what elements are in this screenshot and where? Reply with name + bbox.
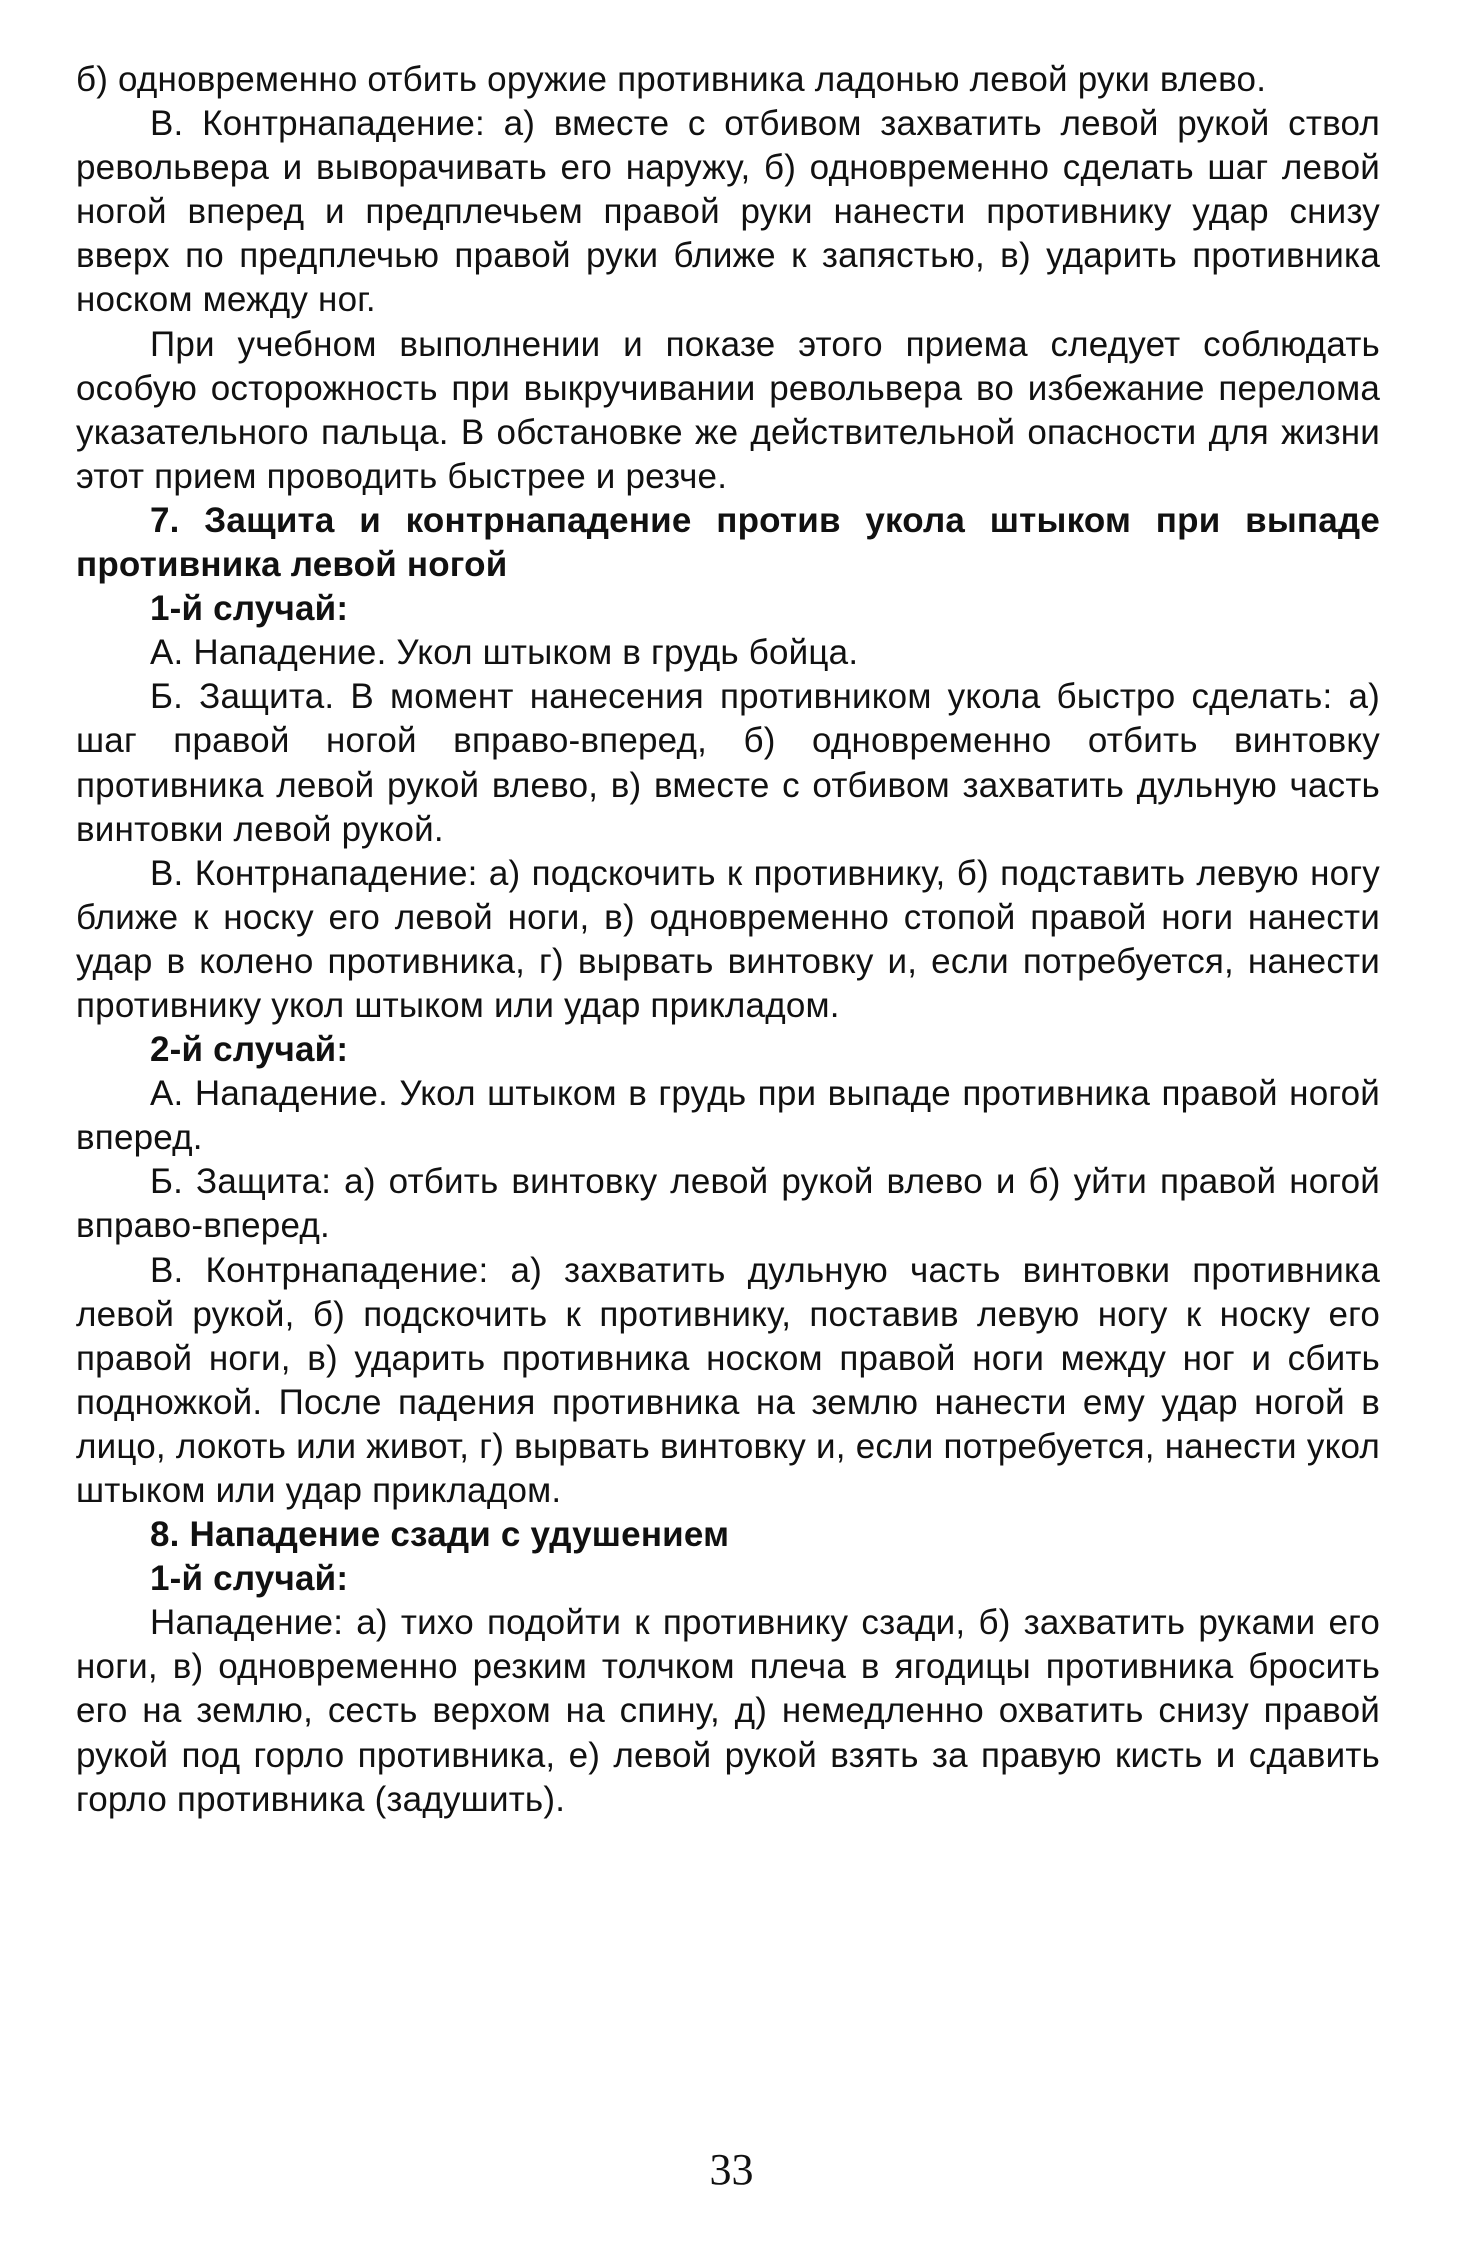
paragraph-attack-1: А. Нападение. Укол штыком в грудь бойца. bbox=[150, 633, 859, 673]
page-body bbox=[76, 58, 1380, 1822]
paragraph-attack-2: А. Нападение. Укол штыком в грудь при выпаде противника правой ногой вперед. bbox=[76, 1074, 1380, 1158]
paragraph-defense-2: Б. Защита: а) отбить винтовку левой рукой влево и б) уйти правой ногой вправо-вперед. bbox=[76, 1162, 1380, 1246]
paragraph-counterattack-revolver: В. Контрнападение: а) вместе с отбивом захватить левой рукой ствол револьвера и выворачивать его наружу, б) одновременно сделать шаг левой ногой вперед и предплечьем правой руки нанести противнику удар снизу вверх по предплечью правой руки ближе к запястью, в) ударить противника носком между ног. bbox=[76, 104, 1380, 320]
case-heading-8-1: 1-й случай: bbox=[150, 1559, 349, 1599]
paragraph-defense-1: Б. Защита. В момент нанесения противником укола быстро сделать: а) шаг правой ногой вправо-вперед, б) одновременно отбить винтовку противника левой рукой влево, в) вместе с отбивом захватить дульную часть винтовки левой рукой. bbox=[76, 677, 1380, 849]
paragraph-continuation: б) одновременно отбить оружие противника ладонью левой руки влево. bbox=[76, 60, 1267, 99]
section-heading-8: 8. Нападение сзади с удушением bbox=[150, 1515, 730, 1555]
case-heading-2: 2-й случай: bbox=[150, 1030, 349, 1070]
section-heading-7: 7. Защита и контрнападение против укола штыком при выпаде противника левой ногой bbox=[76, 500, 1380, 585]
paragraph-counterattack-2: В. Контрнападение: а) захватить дульную часть винтовки противника левой рукой, б) подскочить к противнику, поставив левую ногу к носку его правой ноги, в) ударить противника носком правой ноги между ног и сбить подножкой. После падения противника на землю нанести ему удар ногой в лицо, локоть или живот, г) вырвать винтовку и, если потребуется, нанести укол штыком или удар прикладом. bbox=[76, 1250, 1380, 1510]
case-heading-1: 1-й случай: bbox=[150, 589, 349, 629]
paragraph-training-note: При учебном выполнении и показе этого приема следует соблюдать особую осторожность при выкручивании револьвера во избежание перелома указательного пальца. В обстановке же действительной опасности для жизни этот прием проводить быстрее и резче. bbox=[76, 324, 1380, 496]
paragraph-counterattack-1: В. Контрнападение: а) подскочить к противнику, б) подставить левую ногу ближе к носку его левой ноги, в) одновременно стопой правой ноги нанести удар в колено противника, г) вырвать винтовку и, если потребуется, нанести противнику укол штыком или удар прикладом. bbox=[76, 853, 1380, 1025]
paragraph-attack-8: Нападение: а) тихо подойти к противнику сзади, б) захватить руками его ноги, в) одновременно резким толчком плеча в ягодицы противника бросить его на землю, сесть верхом на спину, д) немедленно охватить снизу правой рукой под горло противника, е) левой рукой взять за правую кисть и сдавить горло противника (задушить). bbox=[76, 1603, 1380, 1819]
page-number: 33 bbox=[709, 2145, 754, 2194]
